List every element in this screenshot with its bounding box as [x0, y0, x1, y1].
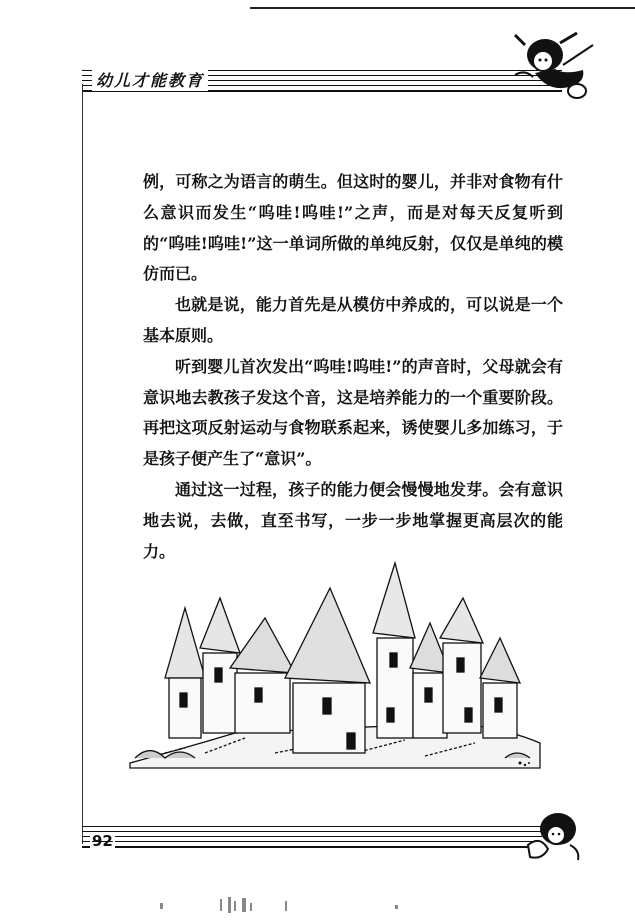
footer-staff-lines	[82, 826, 542, 848]
page-number: 92	[92, 832, 113, 850]
left-margin-rule	[82, 84, 83, 844]
paragraph-1: 例，可称之为语言的萌生。但这时的婴儿，并非对食物有什么意识而发生“呜哇!呜哇!”之声，而是对每天反复听到的“呜哇!呜哇!”这一单词所做的单纯反射，仅仅是单纯的模仿而已。	[143, 172, 563, 284]
paragraph-3: 听到婴儿首次发出“呜哇!呜哇!”的声音时，父母就会有意识地去教孩子发这个音，这是培养能力的一个重要阶段。再把这项反射运动与食物联系起来，诱使婴儿多加练习，于是孩子便产生了“意识”。	[143, 356, 563, 469]
running-header-title: 幼儿才能教育	[92, 68, 208, 91]
castle-illustration	[125, 558, 545, 773]
top-border-rule	[250, 7, 635, 9]
paragraph-4: 通过这一过程，孩子的能力便会慢慢地发芽。会有意识地去说，去做，直至书写，一步一步地掌握更高层次的能力。	[143, 479, 563, 561]
paragraph-2: 也就是说，能力首先是从模仿中养成的，可以说是一个基本原则。	[143, 295, 563, 345]
body-text	[143, 167, 563, 567]
cartoon-child-icon	[520, 805, 585, 865]
scan-artifact	[150, 895, 470, 915]
cartoon-child-violin-icon	[505, 25, 595, 105]
